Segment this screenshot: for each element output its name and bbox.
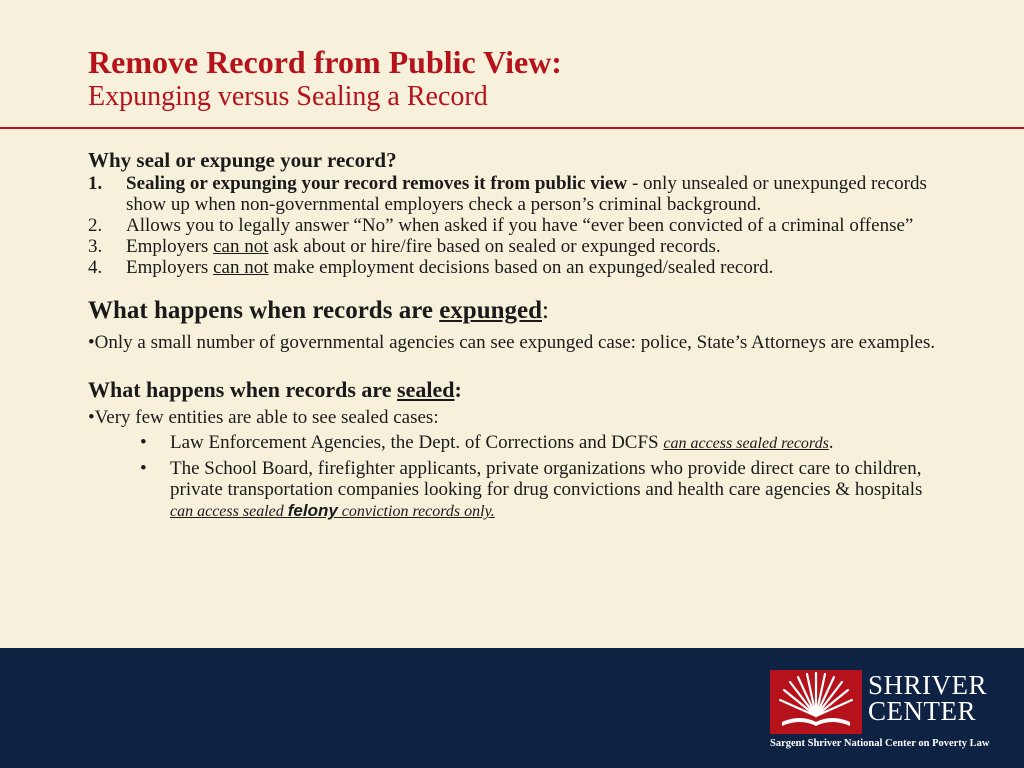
why-heading: Why seal or expunge your record?	[88, 148, 397, 172]
felony-emphasis: felony	[287, 501, 338, 520]
sealed-heading	[88, 377, 948, 403]
bullet-dot: •	[140, 458, 147, 479]
logo-line-1: SHRIVER	[868, 670, 988, 700]
reason-item	[88, 236, 948, 257]
reason-number: 3.	[88, 236, 103, 257]
expunged-bullet: •Only a small number of governmental agencies can see expunged case: police, State’s Attorneys are examples.	[88, 332, 936, 353]
sealed-access-note: conviction records only.	[337, 503, 495, 520]
logo-tagline: Sargent Shriver National Center on Poverty Law	[770, 738, 990, 749]
reason-text: Employers	[126, 257, 214, 278]
sealed-access-note: can access sealed records	[663, 435, 829, 452]
sealed-sub-list	[88, 432, 948, 522]
sealed-access-note: can access sealed	[170, 503, 288, 520]
page-subtitle: Expunging versus Sealing a Record	[88, 81, 488, 112]
reason-underline: can not	[213, 236, 269, 257]
reason-number: 4.	[88, 257, 103, 278]
reasons-list	[88, 173, 948, 278]
slide-content	[88, 147, 948, 526]
reason-text: Allows you to legally answer “No” when asked if you have “ever been convicted of a criminal offense”	[126, 215, 914, 236]
reason-bold-text: Sealing or expunging your record removes it from public view	[126, 173, 628, 194]
reason-item	[88, 173, 948, 215]
sunburst-book-icon	[770, 670, 862, 734]
expunged-heading-colon: :	[542, 297, 549, 324]
expunged-heading-word: expunged	[439, 297, 542, 324]
sealed-sub-text: The School Board, firefighter applicants, private organizations who provide direct care to children, private transportation companies looking for drug convictions and health care agencies & hospitals	[170, 458, 923, 500]
sealed-heading-word: sealed	[397, 377, 455, 402]
expunged-heading	[88, 296, 948, 326]
title-block	[88, 44, 562, 114]
logo-wordmark	[868, 672, 987, 724]
reason-underline: can not	[213, 257, 269, 278]
bullet-dot: •	[140, 432, 147, 453]
page-title: Remove Record from Public View:	[88, 44, 562, 80]
sunburst-graphic	[770, 670, 862, 734]
logo-line-2: CENTER	[868, 696, 976, 726]
reason-item	[88, 257, 948, 278]
reason-text: ask about or hire/fire based on sealed or expunged records.	[268, 236, 721, 257]
reason-text: make employment decisions based on an expunged/sealed record.	[268, 257, 774, 278]
reason-number: 2.	[88, 215, 103, 236]
reason-text: Employers	[126, 236, 214, 257]
title-divider	[0, 127, 1024, 129]
reason-item	[88, 215, 948, 236]
sealed-heading-text: What happens when records are	[88, 377, 398, 402]
sealed-sub-item	[132, 458, 948, 522]
sealed-sub-text: Law Enforcement Agencies, the Dept. of Corrections and DCFS	[170, 432, 664, 453]
reason-number: 1.	[88, 173, 103, 194]
sealed-heading-colon: :	[454, 377, 462, 402]
sealed-bullet: •Very few entities are able to see sealed cases:	[88, 407, 439, 428]
expunged-heading-text: What happens when records are	[88, 297, 440, 324]
sealed-sub-item	[132, 432, 948, 454]
shriver-center-logo	[760, 662, 1000, 758]
reason-text: - only unsealed or unexpunged records show up when non-governmental employers check a person’s criminal background.	[126, 173, 927, 215]
sealed-sub-end: .	[828, 432, 834, 453]
